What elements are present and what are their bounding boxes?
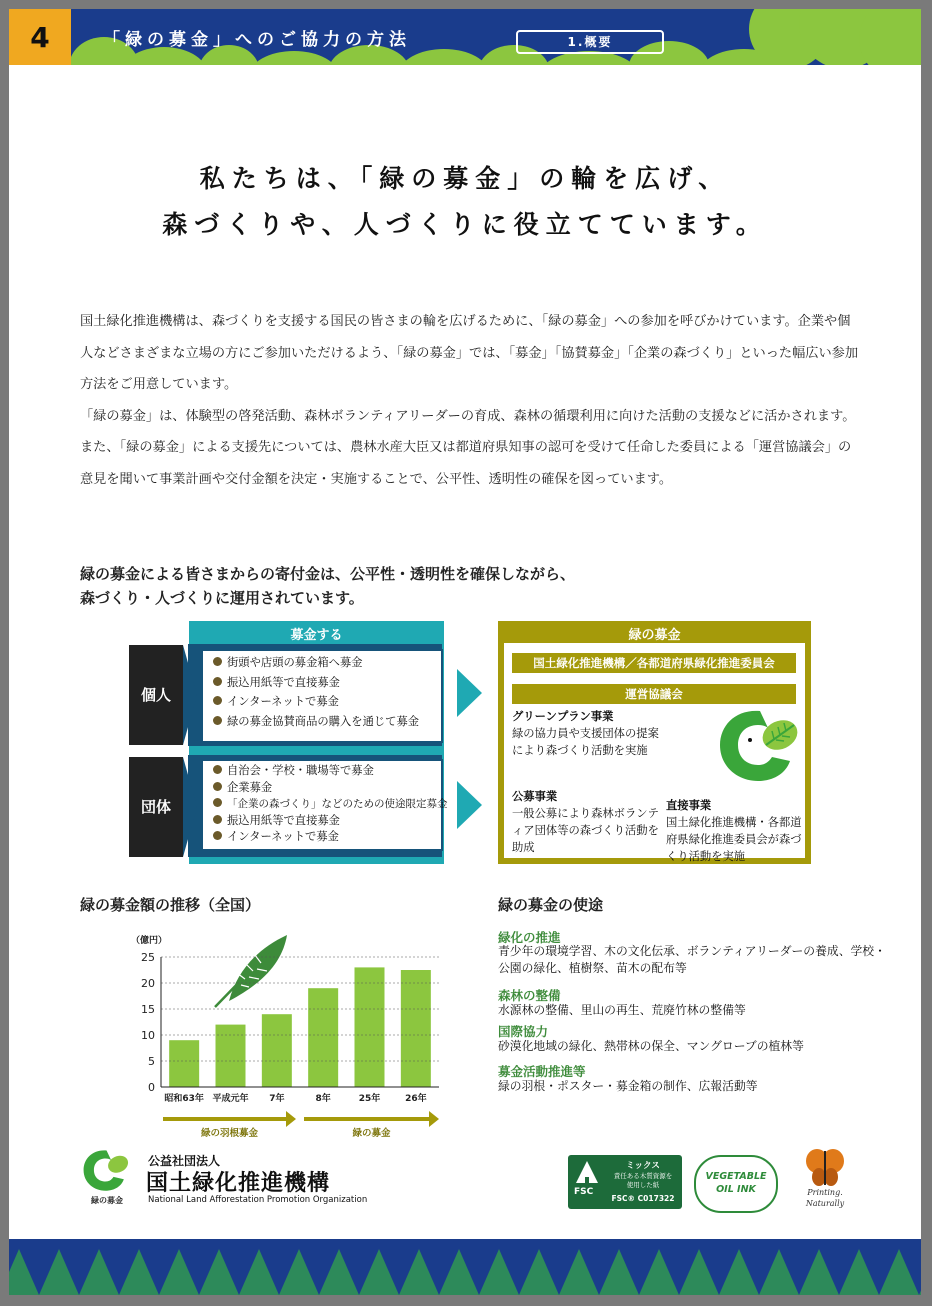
tree-decoration <box>879 1249 919 1295</box>
tree-decoration <box>159 1249 199 1295</box>
group-label: 団体 <box>129 757 183 857</box>
use-text: 青少年の環境学習、木の文化伝承、ボランティアリーダーの養成、学校・公園の緑化、植樹祭、苗木の配布等 <box>498 944 886 975</box>
feather-icon <box>215 935 287 1007</box>
tree-decoration <box>239 1249 279 1295</box>
tree-decoration <box>559 1249 599 1295</box>
y-tick-label: 15 <box>141 1003 155 1016</box>
page-number: 4 <box>9 9 71 65</box>
list-item: 緑の募金協賛商品の購入を通じて募金 <box>213 712 441 732</box>
org-small: 公益社団法人 <box>148 1154 221 1168</box>
fsc-label: FSC <box>574 1187 594 1197</box>
period-1-label: 緑の羽根募金 <box>200 1128 259 1137</box>
fund-panel <box>498 621 811 864</box>
public-text: 一般公募により森林ボランティア団体等の森づくり活動を助成 <box>512 807 659 854</box>
tree-decoration <box>279 1249 319 1295</box>
council-bar: 運営協議会 <box>512 684 796 704</box>
list-item: 自治会・学校・職場等で募金 <box>213 763 441 780</box>
veg-line-2: OIL INK <box>716 1184 756 1195</box>
flow-arrow <box>457 781 482 829</box>
tree-decoration <box>519 1249 559 1295</box>
chart-bar <box>355 967 385 1087</box>
green-plan-text: 緑の協力員や支援団体の提案により森づくり活動を実施 <box>512 727 659 757</box>
y-tick-label: 5 <box>148 1055 155 1068</box>
green-plan-block <box>512 708 662 759</box>
public-block <box>512 788 662 856</box>
intro-paragraph-1: 国土緑化推進機構は、森づくりを支援する国民の皆さまの輪を広げるために、「緑の募金」への参加を呼びかけています。企業や個人などさまざまな立場の方にご参加いただけるよう、「緑の募金」では、「募金」「協賛募金」「企業の森づくり」といった幅広い参加方法をご用意しています。 <box>80 314 859 392</box>
intro-text <box>80 306 860 495</box>
y-tick-label: 25 <box>141 951 155 964</box>
donation-chart <box>117 919 447 1137</box>
list-item: 振込用紙等で直接募金 <box>213 813 441 830</box>
veg-line-1: VEGETABLE <box>705 1171 767 1182</box>
headline-line-2: 森づくりや、人づくりに役立てています。 <box>162 210 768 239</box>
individual-methods <box>201 649 443 743</box>
subhead-line-2: 森づくり・人づくりに運用されています。 <box>80 589 364 607</box>
list-item: インターネットで募金 <box>213 829 441 846</box>
x-tick-label: 8年 <box>315 1094 331 1104</box>
use-text: 水源林の整備、里山の再生、荒廃竹林の整備等 <box>498 1003 746 1017</box>
direct-text: 国土緑化推進機構・各都道府県緑化推進委員会が森づくり活動を実施 <box>666 816 802 863</box>
headline-line-1: 私たちは、「緑の募金」の輪を広げ、 <box>199 164 731 193</box>
section-badge: 1.概要 <box>516 30 664 54</box>
tree-decoration <box>439 1249 479 1295</box>
use-heading: 森林の整備 <box>498 988 561 1003</box>
tree-decoration <box>679 1249 719 1295</box>
tree-decoration <box>639 1249 679 1295</box>
tree-decoration <box>799 1249 839 1295</box>
tree-decoration <box>479 1249 519 1295</box>
chart-title: 緑の募金額の推移（全国） <box>80 896 261 914</box>
use-text: 緑の羽根・ポスター・募金箱の制作、広報活動等 <box>498 1079 758 1093</box>
tree-decoration <box>839 1249 879 1295</box>
tree-decoration <box>399 1249 439 1295</box>
org-bar: 国土緑化推進機構／各都道府県緑化推進委員会 <box>512 653 796 673</box>
public-title: 公募事業 <box>512 790 558 803</box>
cloud-decoration <box>249 51 339 65</box>
header-bar <box>9 9 921 65</box>
printing-tagline: Printing. Naturally <box>805 1188 845 1208</box>
list-item: 街頭や店頭の募金箱へ募金 <box>213 653 441 673</box>
direct-title: 直接事業 <box>666 799 712 812</box>
footer-bar <box>9 1239 921 1295</box>
fsc-sub2: 使用した紙 <box>626 1181 660 1189</box>
fsc-tree-icon <box>574 1159 600 1185</box>
group-methods <box>201 759 448 851</box>
chart-bar <box>169 1040 199 1087</box>
org-english: National Land Afforestation Promotion Organization <box>148 1195 368 1205</box>
fsc-code: FSC® C017322 <box>611 1194 675 1203</box>
x-tick-label: 平成元年 <box>212 1094 249 1104</box>
x-tick-label: 26年 <box>405 1094 427 1104</box>
chart-bar <box>262 1014 292 1087</box>
chart-bar <box>216 1025 246 1087</box>
tree-decoration <box>319 1249 359 1295</box>
list-item: 振込用紙等で直接募金 <box>213 673 441 693</box>
tree-decoration <box>759 1249 799 1295</box>
cloud-decoration <box>399 49 489 65</box>
y-tick-label: 10 <box>141 1029 155 1042</box>
green-fund-logo-icon <box>716 705 802 785</box>
individual-label: 個人 <box>129 645 183 745</box>
tree-decoration <box>9 1249 39 1295</box>
fund-inner <box>504 643 805 863</box>
x-tick-label: 25年 <box>358 1094 381 1104</box>
chart-bar <box>401 970 431 1087</box>
direct-block <box>666 797 802 865</box>
list-item: インターネットで募金 <box>213 692 441 712</box>
fsc-title: ミックス <box>626 1161 660 1171</box>
use-heading: 募金活動推進等 <box>498 1064 586 1079</box>
use-heading: 緑化の推進 <box>498 930 561 945</box>
uses-title: 緑の募金の使途 <box>498 896 604 914</box>
tree-decoration <box>119 1249 159 1295</box>
y-tick-label: 0 <box>148 1081 155 1094</box>
list-item: 「企業の森づくり」などのための使途限定募金 <box>213 796 441 813</box>
fsc-logo <box>568 1155 682 1209</box>
chart-bar <box>308 988 338 1087</box>
flow-arrow <box>457 669 482 717</box>
vegetable-oil-ink-logo <box>694 1155 778 1213</box>
donate-title: 募金する <box>290 628 343 643</box>
tree-decoration <box>199 1249 239 1295</box>
use-heading: 国際協力 <box>498 1024 549 1039</box>
page <box>9 9 921 1295</box>
y-axis-label: （億円） <box>131 936 168 946</box>
tree-decoration <box>39 1249 79 1295</box>
intro-paragraph-2: 「緑の募金」は、体験型の啓発活動、森林ボランティアリーダーの育成、森林の循環利用に向けた活動の支援などに活かされます。また、「緑の募金」による支援先については、農林水産大臣又は都道府県知事の認可を受けて任命した委員による「運営協議会」の意見を聞いて事業計画や交付金額を決定・実施することで、公平性、透明性の確保を図っています。 <box>80 408 856 487</box>
individual-label-arrow <box>183 645 197 745</box>
x-tick-label: 昭和63年 <box>164 1094 204 1104</box>
subhead-line-1: 緑の募金による皆さまからの寄付金は、公平性・透明性を確保しながら、 <box>80 565 576 583</box>
tree-decoration <box>359 1249 399 1295</box>
green-fund-small-logo-icon <box>81 1147 131 1193</box>
cloud-decoration <box>859 9 921 65</box>
list-item: 企業募金 <box>213 780 441 797</box>
org-name: 国土緑化推進機構 <box>146 1171 331 1196</box>
x-tick-label: 7年 <box>269 1094 285 1104</box>
tree-decoration <box>79 1249 119 1295</box>
butterfly-icon <box>805 1145 845 1189</box>
tree-decoration <box>719 1249 759 1295</box>
printing-logo <box>789 1187 861 1209</box>
period-1-arrowhead <box>286 1111 296 1127</box>
logo-caption: 緑の募金 <box>91 1196 123 1205</box>
period-2-label: 緑の募金 <box>352 1128 391 1137</box>
use-text: 砂漠化地域の緑化、熱帯林の保全、マングローブの植林等 <box>498 1039 804 1053</box>
fund-title: 緑の募金 <box>628 628 681 643</box>
green-plan-title: グリーンプラン事業 <box>512 710 614 723</box>
y-tick-label: 20 <box>141 977 155 990</box>
section-title: 「緑の募金」へのご協力の方法 <box>103 30 411 50</box>
tree-decoration <box>599 1249 639 1295</box>
tree-decoration <box>919 1249 921 1295</box>
fsc-sub1: 責任ある木質資源を <box>613 1172 673 1180</box>
period-2-arrowhead <box>429 1111 439 1127</box>
group-label-arrow <box>183 757 197 857</box>
